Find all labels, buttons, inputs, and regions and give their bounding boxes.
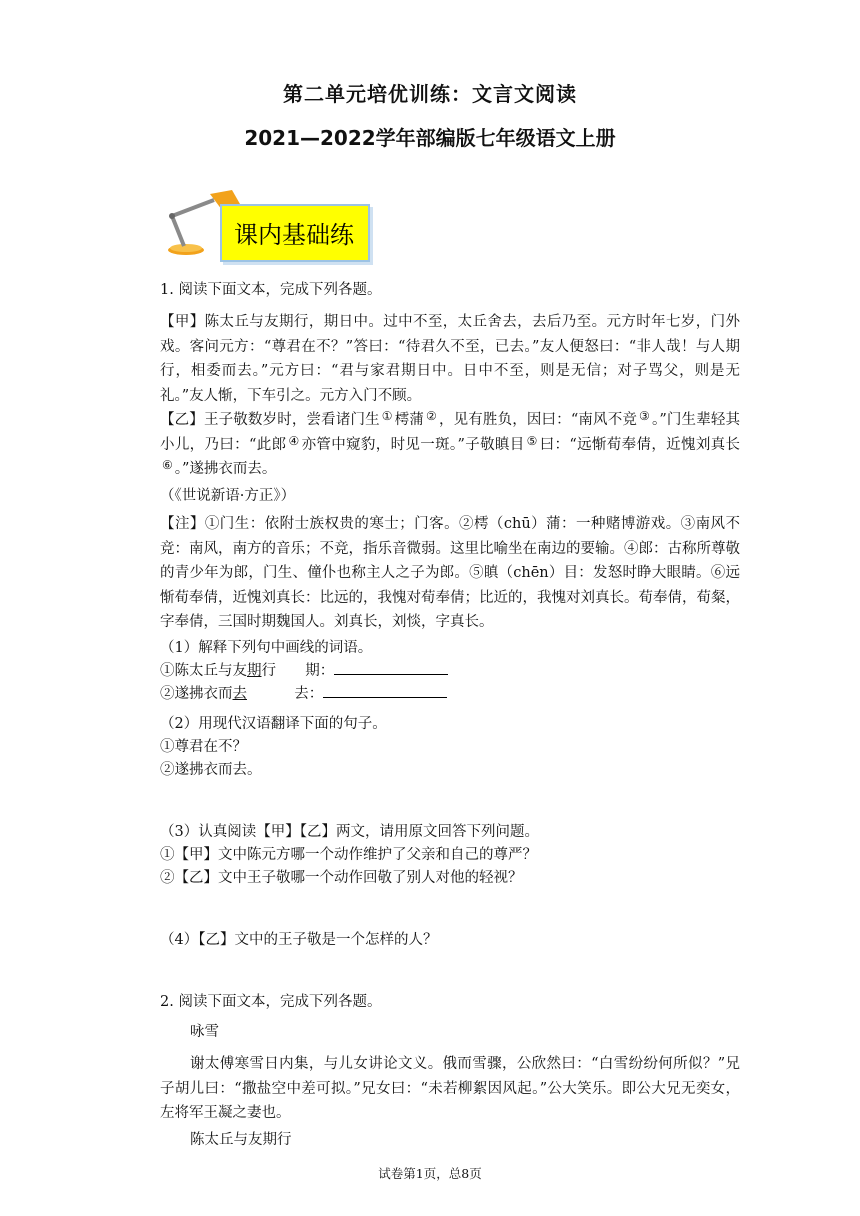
passage-yi-text: 。”门生辈轻其小儿，乃曰：“此郎 (160, 412, 741, 453)
sub-question-1-heading: （1）解释下列句中画线的词语。 (160, 640, 373, 656)
passage-yi-text: 曰：“远惭荀奉倩，近愧刘真长 (539, 436, 741, 453)
question-2-prompt: 2. 阅读下面文本，完成下列各题。 (160, 994, 382, 1010)
passage-source: （《世说新语·方正》） (160, 488, 296, 504)
passage-yi-text: 【乙】王子敬数岁时，尝看诸门生 (160, 412, 380, 428)
item-text: 行 (261, 663, 276, 679)
answer-label: 期： (305, 663, 335, 679)
page-title: 第二单元培优训练：文言文阅读 (283, 82, 577, 106)
passage-yi-text: 亦管中窥豹，时见一斑。”子敬瞋目 (301, 436, 525, 453)
sub-question-1-item-b (160, 682, 447, 706)
note-marker: ② (426, 409, 437, 423)
underlined-word: 去 (232, 686, 247, 702)
note-marker: ④ (288, 433, 300, 448)
sub-question-3-item-a: ①【甲】文中陈元方哪一个动作维护了父亲和自己的尊严？ (160, 847, 537, 863)
note-marker: ⑤ (526, 433, 538, 448)
sub-question-1-item-a (160, 659, 448, 683)
passage-yongxue: 谢太傅寒雪日内集，与儿女讲论文义。俄而雪骤，公欣然曰：“白雪纷纷何所似？”兄子胡儿曰：“撒盐空中差可拟。”兄女曰：“未若柳絮因风起。”公大笑乐。即公大兄无奕女，左将军王凝之妻也。 (160, 1056, 740, 1121)
note-marker: ① (381, 409, 393, 423)
sub-question-3-item-b: ②【乙】文中王子敬哪一个动作回敬了别人对他的轻视？ (160, 870, 523, 886)
answer-blank[interactable] (323, 683, 447, 698)
item-text: ①陈太丘与友 (160, 663, 247, 679)
passage-jia: 【甲】陈太丘与友期行，期日中。过中不至，太丘舍去，去后乃至。元方时年七岁，门外戏。客问元方：“尊君在不？”答曰：“待君久不至，已去。”友人便怒曰：“非人哉！与人期行，相委而去。”元方曰：“君与家君期日中。日中不至，则是无信；对子骂父，则是无礼。”友人惭，下车引之。元方入门不顾。 (160, 314, 740, 404)
item-text: ②遂拂衣而 (160, 686, 233, 702)
sub-question-2-heading: （2）用现代汉语翻译下面的句子。 (160, 716, 387, 732)
sub-question-4-heading: （4）【乙】文中的王子敬是一个怎样的人？ (160, 932, 438, 948)
answer-label: 去： (294, 686, 324, 702)
passage-yi-text: 樗蒲 (394, 412, 425, 428)
answer-blank[interactable] (334, 660, 448, 675)
sub-question-2-item-a: ①尊君在不？ (160, 739, 247, 755)
page-footer: 试卷第1页，总8页 (378, 1166, 482, 1181)
passage-yi-text: 。”遂拂衣而去。 (174, 461, 277, 477)
page-subtitle: 2021—2022学年部编版七年级语文上册 (244, 126, 616, 150)
passage-title: 陈太丘与友期行 (190, 1132, 292, 1148)
section-banner (220, 204, 370, 262)
sub-question-2-item-b: ②遂拂衣而去。 (160, 762, 262, 778)
passage-yi-text: ，见有胜负，因曰：“南风不竞 (438, 412, 638, 428)
note-marker: ⑥ (162, 458, 173, 472)
underlined-word: 期 (247, 663, 262, 679)
question-1-prompt: 1. 阅读下面文本，完成下列各题。 (160, 282, 382, 298)
passage-title: 咏雪 (190, 1024, 219, 1040)
passage-notes: 【注】①门生：依附士族权贵的寒士；门客。②樗（chū）蒲：一种赌博游戏。③南风不竞：南风，南方的音乐；不竞，指乐音微弱。这里比喻坐在南边的要输。④郎：古称所尊敬的青少年为郎，门生、僮仆也称主人之子为郎。⑤瞋（chēn）目：发怒时睁大眼睛。⑥远惭荀奉倩，近愧刘真长：比远的，我愧对荀奉倩；比近的，我愧对刘真长。荀奉倩，荀粲，字奉倩，三国时期魏国人。刘真长，刘惔，字真长。 (160, 516, 740, 630)
passage-yi (160, 408, 740, 482)
section-banner-label: 课内基础练 (234, 221, 354, 249)
note-marker: ③ (639, 409, 650, 423)
sub-question-3-heading: （3）认真阅读【甲】【乙】两文，请用原文回答下列问题。 (160, 824, 539, 840)
